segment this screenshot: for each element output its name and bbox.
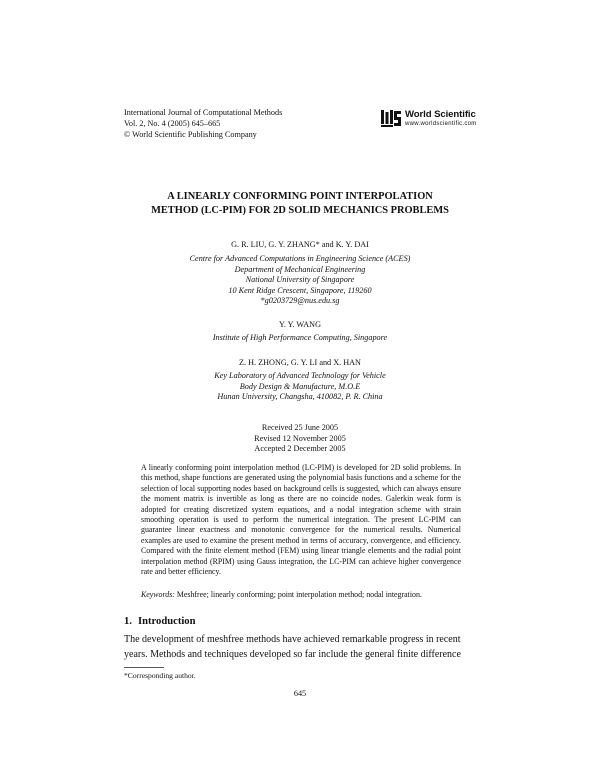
affiliation: [0, 371, 600, 403]
affiliation-line: National University of Singapore: [245, 275, 355, 284]
affiliation: [0, 254, 600, 307]
publisher-name: World Scientific: [405, 109, 476, 120]
body-line: years. Methods and techniques developed so far include the general finite difference: [124, 649, 461, 661]
title-line: A LINEARLY CONFORMING POINT INTERPOLATION: [167, 191, 433, 202]
affiliation-line: Body Design & Manufacture, M.O.E: [239, 381, 361, 391]
world-scientific-logo-icon: [380, 108, 402, 130]
affiliation-line: Hunan University, Changsha, 410082, P. R. China: [217, 392, 383, 401]
publisher-logo: [380, 108, 480, 134]
affiliation-line: 10 Kent Ridge Crescent, Singapore, 119260: [228, 285, 372, 295]
page-number: 645: [293, 689, 307, 698]
affiliation-line: Centre for Advanced Computations in Engineering Science (ACES): [189, 254, 411, 263]
keywords-label: Keywords:: [141, 590, 175, 599]
section-number: 1.: [124, 616, 132, 627]
revised-date: Revised 12 November 2005: [254, 433, 346, 443]
accepted-date: Accepted 2 December 2005: [254, 444, 346, 453]
affiliation-line: Institute of High Performance Computing, Singapore: [212, 333, 388, 342]
section-heading: [124, 616, 196, 627]
author-list: Z. H. ZHONG, G. Y. LI and X. HAN: [239, 358, 361, 367]
journal-copyright: © World Scientific Publishing Company: [124, 130, 257, 139]
affiliation: [0, 333, 600, 344]
journal-name: International Journal of Computational Methods: [124, 108, 283, 117]
author-list: G. R. LIU, G. Y. ZHANG* and K. Y. DAI: [231, 240, 369, 249]
body-line: The development of meshfree methods have achieved remarkable progress in recent: [124, 634, 461, 645]
affiliation-line: Department of Mechanical Engineering: [234, 264, 366, 274]
paper-title: [0, 190, 600, 218]
section-title: Introduction: [138, 616, 196, 627]
author-list: Y. Y. WANG: [278, 320, 321, 329]
keywords: [141, 590, 471, 600]
footnote-rule: [124, 667, 164, 668]
affiliation-line: Key Laboratory of Advanced Technology for Vehicle: [214, 371, 386, 380]
received-date: Received 25 June 2005: [261, 423, 339, 432]
body-text: [124, 632, 480, 663]
author-email: *g0203729@nus.edu.sg: [260, 296, 340, 305]
journal-info: [124, 107, 282, 140]
journal-volume: Vol. 2, No. 4 (2005) 645–665: [124, 119, 221, 128]
submission-dates: [0, 423, 600, 455]
footnote: *Corresponding author.: [124, 671, 196, 680]
title-line: METHOD (LC-PIM) FOR 2D SOLID MECHANICS PROBLEMS: [151, 205, 449, 216]
publisher-url: www.worldscientific.com: [405, 121, 477, 127]
keywords-text: Meshfree; linearly conforming; point interpolation method; nodal integration.: [176, 590, 422, 599]
abstract: A linearly conforming point interpolation method (LC-PIM) is developed for 2D solid problems. In this method, shape functions are generated using the polynomial basis functions and a scheme for the selection of local supporting nodes based on background cells is suggested, which can always ensure the moment matrix is invertible as long as there are no coincide nodes. Galerkin weak form is adopted for creating discretized system equations, and a nodal integration scheme with strain smoothing operation is used to perform the numerical integration. The present LC-PIM can guarantee linear exactness and monotonic convergence for the numerical results. Numerical examples are used to examine the present method in terms of accuracy, convergence, and efficiency. Compared with the finite element method (FEM) using linear triangle elements and the radial point interpolation method (RPIM) using Gauss integration, the LC-PIM can achieve higher convergence rate and better efficiency.: [141, 463, 461, 577]
